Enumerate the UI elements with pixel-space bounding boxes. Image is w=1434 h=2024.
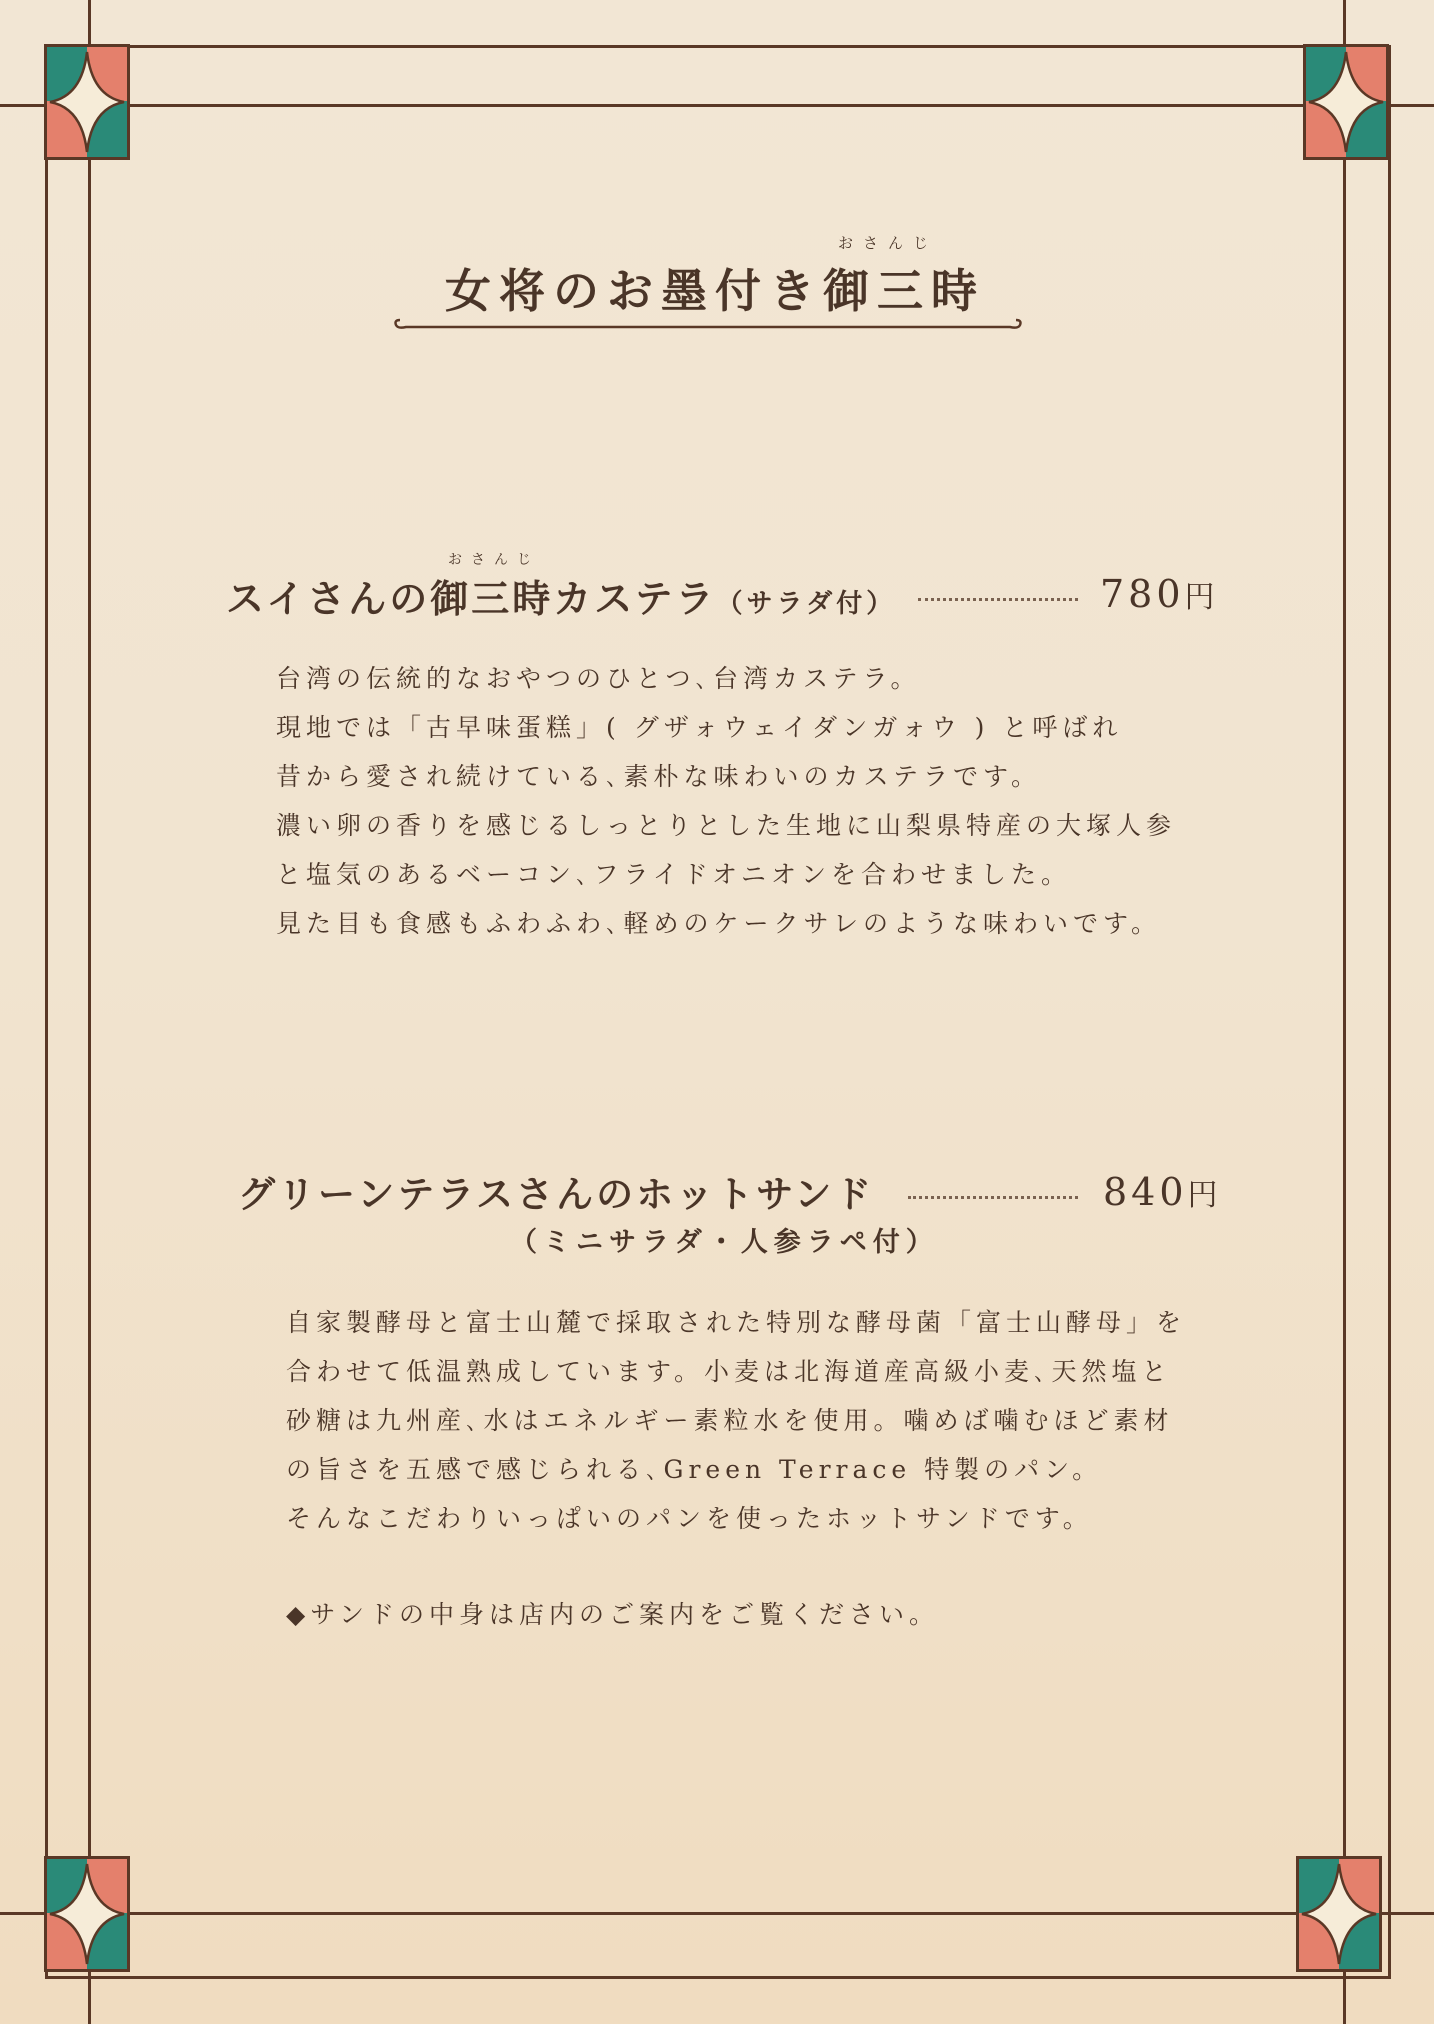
title-flourish-icon [392, 312, 1024, 332]
item-footnote: ◆サンドの中身は店内のご案内をご覧ください。 [286, 1600, 939, 1629]
item-name [226, 568, 896, 623]
description-line: 砂糖は九州産､水はエネルギー素粒水を使用。噛めば噛むほど素材 [286, 1406, 1174, 1435]
stained-glass-corner-icon [1303, 44, 1389, 160]
description-line: 昔から愛され続けている､素朴な味わいのカステラです。 [276, 762, 1042, 791]
description-line: 台湾の伝統的なおやつのひとつ､台湾カステラ。 [276, 664, 921, 693]
frame-guide-bottom [0, 1912, 1434, 1915]
item-description [286, 1298, 1186, 1543]
frame-guide-left [88, 0, 91, 2024]
title-ruby: おさんじ [838, 234, 939, 252]
frame-guide-top [0, 104, 1434, 107]
item-note: （ミニサラダ・人参ラペ付） [510, 1227, 939, 1258]
description-line: の旨さを五感で感じられる､Green Terrace 特製のパン。 [286, 1455, 1103, 1484]
price-value: 780 [1100, 572, 1185, 616]
price-currency: 円 [1184, 580, 1219, 615]
item-description [276, 654, 1176, 948]
price-leader-dots [908, 1196, 1078, 1199]
item-name-ruby: おさんじ [448, 552, 540, 568]
price-value: 840 [1103, 1170, 1188, 1214]
description-line: 見た目も食感もふわふわ､軽めのケークサレのような味わいです。 [276, 909, 1162, 938]
item-price [1103, 1170, 1222, 1214]
stained-glass-corner-icon [1296, 1856, 1382, 1972]
item-price [1100, 572, 1219, 616]
description-line: 現地では「古早味蛋糕」( グザォウェイダンガォウ ) と呼ばれ [276, 713, 1123, 742]
price-currency: 円 [1187, 1178, 1222, 1213]
item-note: （サラダ付） [716, 589, 897, 619]
item-name [238, 1164, 874, 1218]
price-leader-dots [918, 598, 1078, 601]
item-title: グリーンテラスさんのホットサンド [238, 1172, 875, 1216]
description-line: 自家製酵母と富士山麓で採取された特別な酵母菌「富士山酵母」を [286, 1308, 1187, 1337]
description-line: 濃い卵の香りを感じるしっとりとした生地に山梨県特産の大塚人参 [276, 811, 1177, 840]
description-line: と塩気のあるベーコン､フライドオニオンを合わせました。 [276, 860, 1072, 889]
frame-guide-right [1343, 0, 1346, 2024]
stained-glass-corner-icon [44, 1856, 130, 1972]
description-line: そんなこだわりいっぱいのパンを使ったホットサンドです。 [286, 1504, 1093, 1533]
menu-frame [45, 45, 1391, 1979]
item-title: スイさんの御三時カステラ [226, 576, 717, 621]
page-title: 女将のお墨付き御三時 [445, 264, 985, 318]
stained-glass-corner-icon [44, 44, 130, 160]
description-line: 合わせて低温熟成しています。小麦は北海道産高級小麦､天然塩と [286, 1357, 1172, 1386]
